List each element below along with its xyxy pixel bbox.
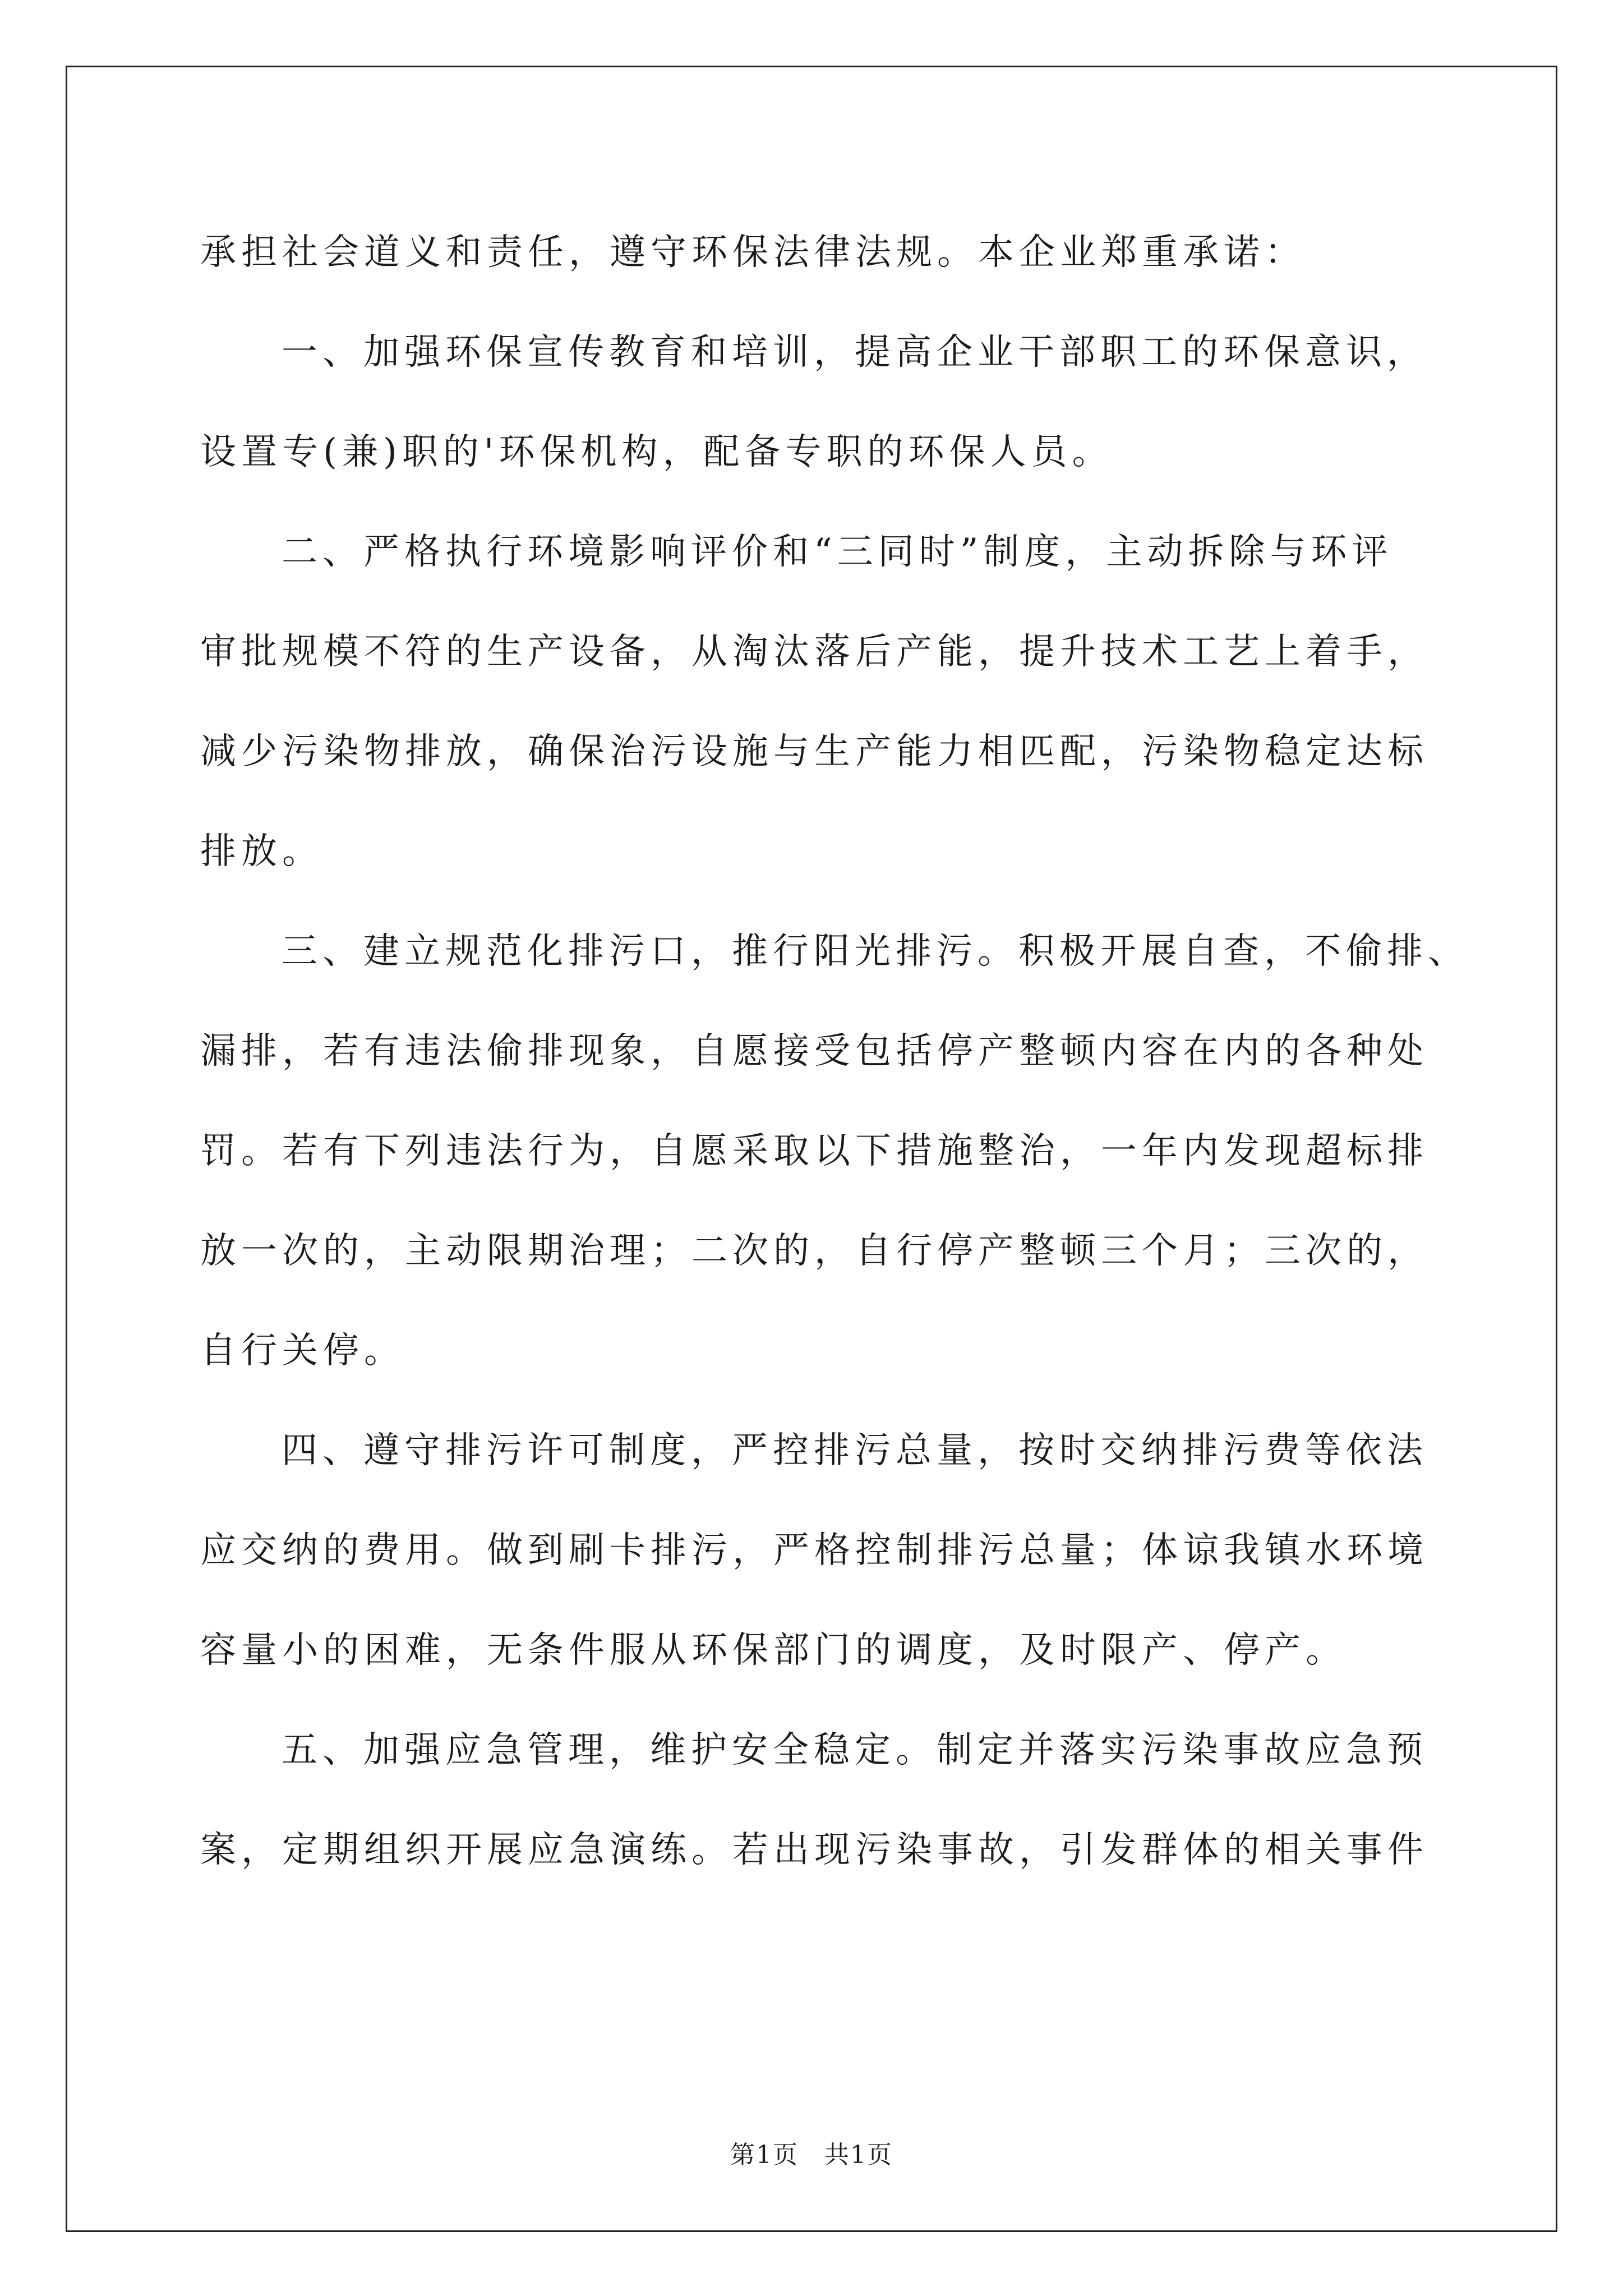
text-line: 一、加强环保宣传教育和培训，提高企业干部职工的环保意识， xyxy=(282,332,1428,373)
text-line: 五、加强应急管理，维护安全稳定。制定并落实污染事故应急预 xyxy=(282,1729,1428,1771)
text-line: 减少污染物排放，确保治污设施与生产能力相匹配，污染物稳定达标 xyxy=(200,731,1428,772)
text-line: 罚。若有下列违法行为，自愿采取以下措施整治，一年内发现超标排 xyxy=(200,1130,1428,1172)
text-line: 设置专(兼)职的'环保机构，配备专职的环保人员。 xyxy=(200,431,1113,473)
text-line: 排放。 xyxy=(200,831,323,872)
text-line: 审批规模不符的生产设备，从淘汰落后产能，提升技术工艺上着手， xyxy=(200,631,1428,673)
text-line: 三、建立规范化排污口，推行阳光排污。积极开展自查，不偷排、 xyxy=(282,931,1469,972)
text-line: 应交纳的费用。做到刷卡排污，严格控制排污总量；体谅我镇水环境 xyxy=(200,1530,1428,1571)
text-line: 放一次的，主动限期治理；二次的，自行停产整顿三个月；三次的， xyxy=(200,1230,1428,1272)
document-body xyxy=(200,224,1469,1922)
text-line: 自行关停。 xyxy=(200,1330,405,1372)
text-line: 容量小的困难，无条件服从环保部门的调度，及时限产、停产。 xyxy=(200,1630,1347,1671)
text-line: 承担社会道义和责任，遵守环保法律法规。本企业郑重承诺： xyxy=(200,232,1306,273)
page-number-footer: 第1页 共1页 xyxy=(730,2141,893,2169)
text-line: 四、遵守排污许可制度，严控排污总量，按时交纳排污费等依法 xyxy=(282,1430,1428,1471)
text-line: 漏排，若有违法偷排现象，自愿接受包括停产整顿内容在内的各种处 xyxy=(200,1030,1428,1072)
text-line: 案，定期组织开展应急演练。若出现污染事故，引发群体的相关事件 xyxy=(200,1829,1428,1871)
text-line: 二、严格执行环境影响评价和“三同时”制度，主动拆除与环评 xyxy=(282,531,1393,573)
